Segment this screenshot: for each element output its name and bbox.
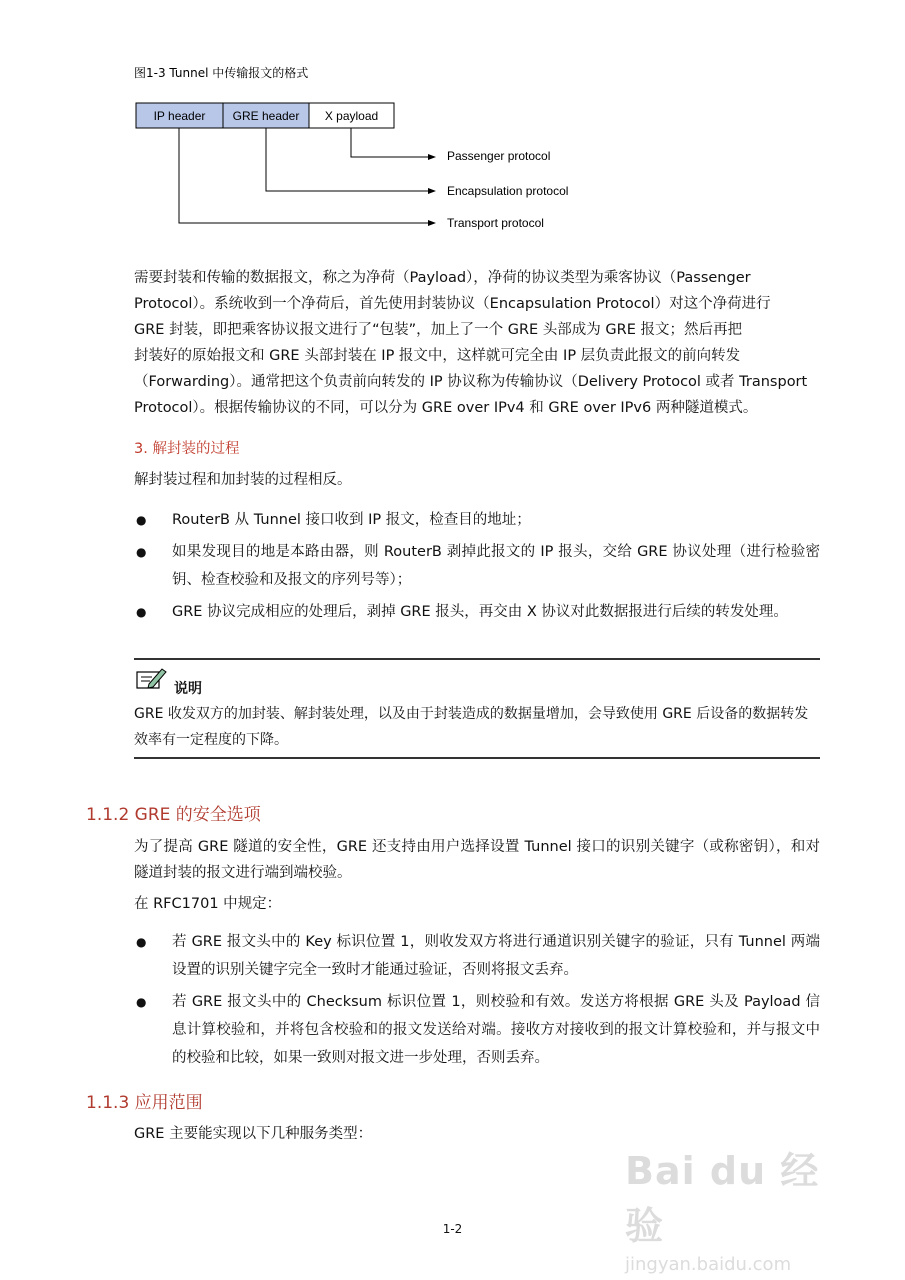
packet-format-diagram: [0, 0, 905, 250]
list-item: ● 若 GRE 报文头中的 Key 标识位置 1，则收发双方将进行通道识别关键字的验证，只有 Tunnel 两端设置的识别关键字完全一致时才能通过验证，否则将报文丢弃。: [134, 928, 820, 984]
bullet-icon: ●: [136, 995, 147, 1009]
intro-line: （Forwarding）。通常把这个负责前向转发的 IP 协议称为传输协议（Delivery Protocol 或者 Transport: [134, 374, 808, 390]
passenger-protocol-label: Passenger protocol: [447, 149, 551, 163]
intro-line: Protocol）。根据传输协议的不同，可以分为 GRE over IPv4 和 GRE over IPv6 两种隧道模式。: [134, 400, 758, 416]
list-item: ● 若 GRE 报文头中的 Checksum 标识位置 1，则校验和有效。发送方将根据 GRE 头及 Payload 信息计算校验和，并将包含校验和的报文发送给对端。接收方对接收到的报文计算校验和，并与报文中的校验和比较，如果一致则对报文进一步处理，否则丢弃。: [134, 988, 820, 1072]
encapsulation-arrowhead: [428, 188, 436, 194]
list-item: ● RouterB 从 Tunnel 接口收到 IP 报文，检查目的地址；: [134, 506, 820, 534]
security-heading: 1.1.2 GRE 的安全选项: [86, 805, 261, 825]
transport-arrow-line: [179, 128, 428, 223]
ip-header-label: IP header: [153, 109, 206, 123]
bullet-icon: ●: [136, 935, 147, 949]
scope-text: GRE 主要能实现以下几种服务类型：: [134, 1126, 373, 1142]
decap-heading: 3. 解封装的过程: [134, 441, 240, 457]
list-item: ● GRE 协议完成相应的处理后，剥掉 GRE 报头，再交由 X 协议对此数据报进行后续的转发处理。: [134, 598, 820, 626]
bullet-icon: ●: [136, 605, 147, 619]
intro-line: GRE 封装，即把乘客协议报文进行了“包装”，加上了一个 GRE 头部成为 GRE 报文；然后再把: [134, 322, 742, 338]
security-bullet-list: [134, 928, 820, 1076]
security-text: 为了提高 GRE 隧道的安全性，GRE 还支持由用户选择设置 Tunnel 接口的识别关键字（或称密钥），和对隧道封装的报文进行端到端校验。: [134, 839, 820, 881]
passenger-arrow-line: [351, 128, 428, 157]
bullet-icon: ●: [136, 513, 147, 527]
encapsulation-protocol-label: Encapsulation protocol: [447, 184, 569, 198]
transport-protocol-label: Transport protocol: [447, 216, 544, 230]
gre-header-label: GRE header: [232, 109, 300, 123]
note-title: 说明: [174, 681, 202, 697]
note-top-rule: [134, 658, 820, 660]
note-bottom-rule: [134, 757, 820, 759]
figure-caption: 图1-3 Tunnel 中传输报文的格式: [134, 66, 309, 80]
list-item: ● 如果发现目的地是本路由器，则 RouterB 剥掉此报文的 IP 报头，交给 GRE 协议处理（进行检验密钥、检查校验和及报文的序列号等）；: [134, 538, 820, 594]
intro-paragraph: [134, 265, 820, 421]
intro-line: 封装好的原始报文和 GRE 头部封装在 IP 报文中，这样就可完全由 IP 层负责此报文的前向转发: [134, 348, 741, 364]
bullet-icon: ●: [136, 545, 147, 559]
intro-line: 需要封装和传输的数据报文，称之为净荷（Payload），净荷的协议类型为乘客协议（Passenger: [134, 270, 751, 286]
rfc-text: 在 RFC1701 中规定：: [134, 896, 282, 912]
decap-text: 解封装过程和加封装的过程相反。: [134, 472, 352, 488]
transport-arrowhead: [428, 220, 436, 226]
passenger-arrowhead: [428, 154, 436, 160]
decap-bullet-list: [134, 506, 820, 630]
baidu-watermark: [625, 1140, 855, 1275]
x-payload-label: X payload: [324, 109, 379, 123]
intro-line: Protocol）。系统收到一个净荷后，首先使用封装协议（Encapsulation Protocol）对这个净荷进行: [134, 296, 771, 312]
note-text: GRE 收发双方的加封装、解封装处理，以及由于封装造成的数据量增加，会导致使用 GRE 后设备的数据转发效率有一定程度的下降。: [134, 706, 809, 748]
watermark-url: jingyan.baidu.com: [625, 1254, 792, 1275]
watermark-brand: Bai du 经验: [625, 1149, 820, 1248]
page-number: 1-2: [442, 1222, 463, 1236]
scope-heading: 1.1.3 应用范围: [86, 1093, 203, 1113]
encapsulation-arrow-line: [266, 128, 428, 191]
note-pencil-icon: [134, 666, 168, 692]
